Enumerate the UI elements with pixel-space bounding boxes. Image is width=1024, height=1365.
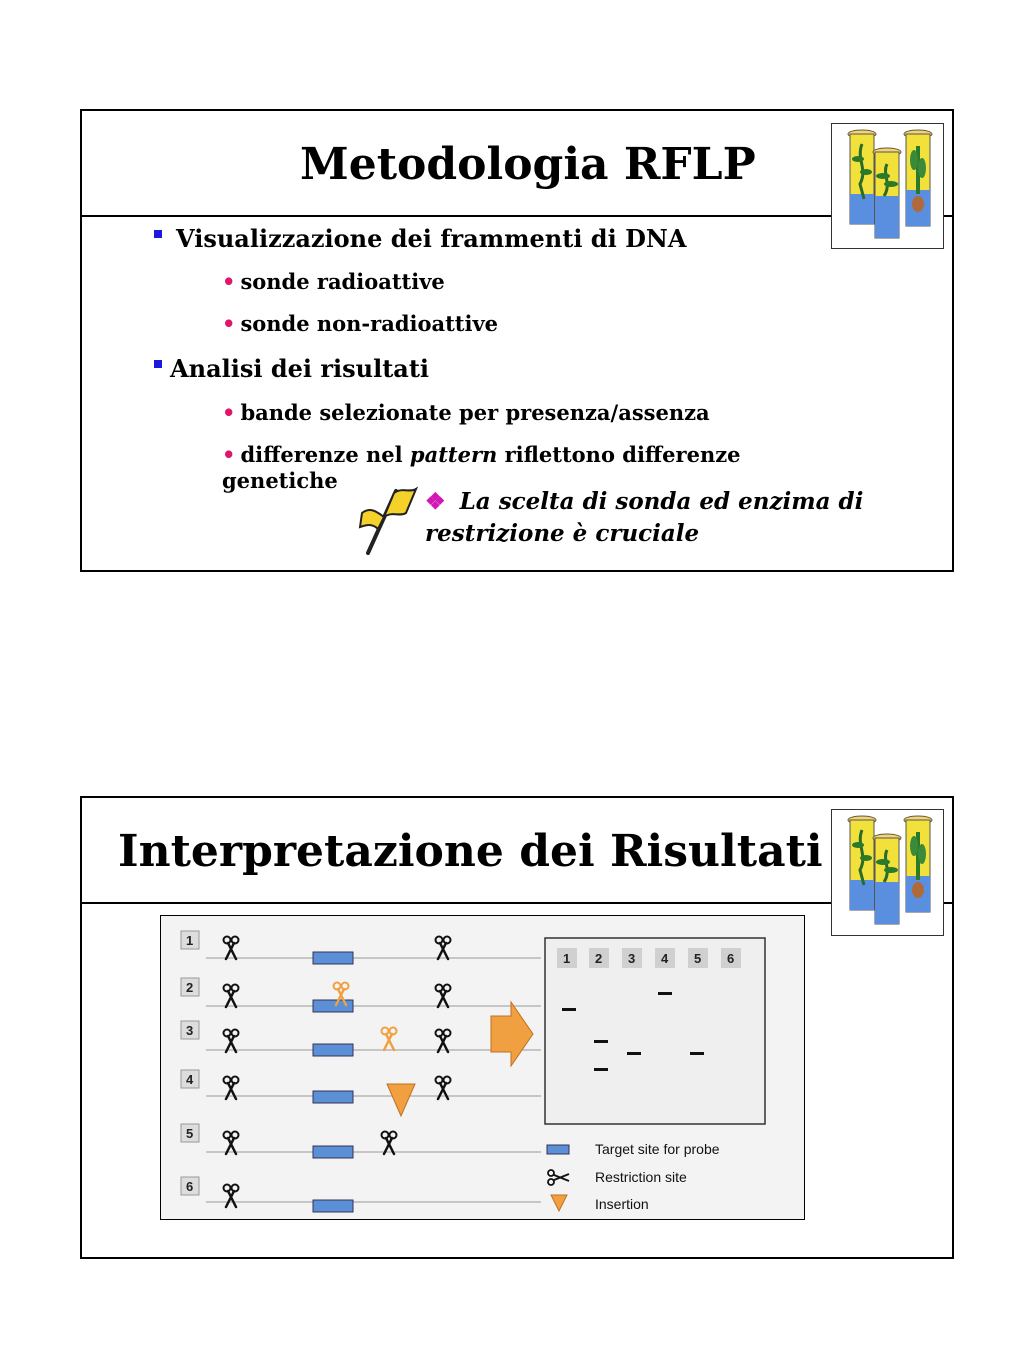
title-band bbox=[82, 111, 952, 217]
dot-bullet-icon: • bbox=[222, 311, 236, 336]
square-bullet-icon bbox=[154, 230, 162, 238]
bullet-analisi: Analisi dei risultati bbox=[154, 354, 429, 383]
gel-lane-label: 4 bbox=[661, 951, 669, 966]
sub-bullet-pattern: • differenze nel pattern riflettono differenze genetiche bbox=[222, 442, 741, 493]
slide-title: Metodologia RFLP bbox=[300, 139, 756, 190]
dot-bullet-icon: • bbox=[222, 269, 236, 294]
lane-number: 4 bbox=[186, 1072, 194, 1087]
rflp-figure bbox=[160, 915, 805, 1220]
lane-number: 2 bbox=[186, 980, 194, 995]
lane-row-6 bbox=[181, 1177, 541, 1212]
sub-bullet: • sonde non-radioattive bbox=[222, 311, 499, 336]
lane-row-5 bbox=[181, 1124, 541, 1158]
diamond-bullet-icon: ❖ bbox=[425, 488, 446, 515]
gel-lane-label: 3 bbox=[628, 951, 636, 966]
gel-band bbox=[594, 1040, 608, 1043]
gel-band bbox=[690, 1052, 704, 1055]
bullet-visualizzazione: Visualizzazione dei frammenti di DNA bbox=[154, 224, 686, 253]
note-crucial: ❖ La scelta di sonda ed enzima di restrizione è cruciale bbox=[425, 488, 864, 547]
arrow-icon bbox=[491, 1002, 533, 1066]
lane-row-1 bbox=[181, 931, 541, 964]
dot-bullet-icon: • bbox=[222, 442, 236, 467]
lane-number: 6 bbox=[186, 1179, 194, 1194]
dot-bullet-icon: • bbox=[222, 400, 236, 425]
test-tubes-image bbox=[831, 123, 944, 249]
gel-lane-label: 2 bbox=[595, 951, 603, 966]
lane-row-2 bbox=[181, 978, 541, 1012]
lane-row-3 bbox=[181, 1021, 541, 1056]
lane-number: 5 bbox=[186, 1126, 194, 1141]
lane-number: 1 bbox=[186, 933, 194, 948]
gel-band bbox=[562, 1008, 576, 1011]
square-bullet-icon bbox=[154, 360, 162, 368]
gel-lane-label: 5 bbox=[694, 951, 702, 966]
slide-interpretazione bbox=[80, 796, 954, 1259]
legend bbox=[547, 1141, 720, 1212]
test-tubes-image bbox=[831, 809, 944, 936]
legend-restriction-site: Restriction site bbox=[595, 1169, 687, 1185]
slide-title: Interpretazione dei Risultati bbox=[118, 826, 823, 877]
legend-insertion: Insertion bbox=[595, 1196, 649, 1212]
lane-row-4 bbox=[181, 1070, 541, 1116]
sub-bullet: • sonde radioattive bbox=[222, 269, 445, 294]
sub-bullet: • bande selezionate per presenza/assenza bbox=[222, 400, 710, 425]
gel-band bbox=[658, 992, 672, 995]
lane-number: 3 bbox=[186, 1023, 194, 1038]
gel-lane-label: 6 bbox=[727, 951, 735, 966]
insertion-triangle-icon bbox=[551, 1195, 567, 1211]
gel-panel bbox=[545, 938, 765, 1124]
flag-icon bbox=[358, 483, 420, 555]
scissors-icon bbox=[548, 1170, 569, 1185]
gel-band bbox=[594, 1068, 608, 1071]
title-band bbox=[82, 798, 952, 904]
gel-band bbox=[627, 1052, 641, 1055]
gel-lane-label: 1 bbox=[563, 951, 571, 966]
slide-metodologia bbox=[80, 109, 954, 572]
legend-target-site: Target site for probe bbox=[595, 1141, 720, 1157]
